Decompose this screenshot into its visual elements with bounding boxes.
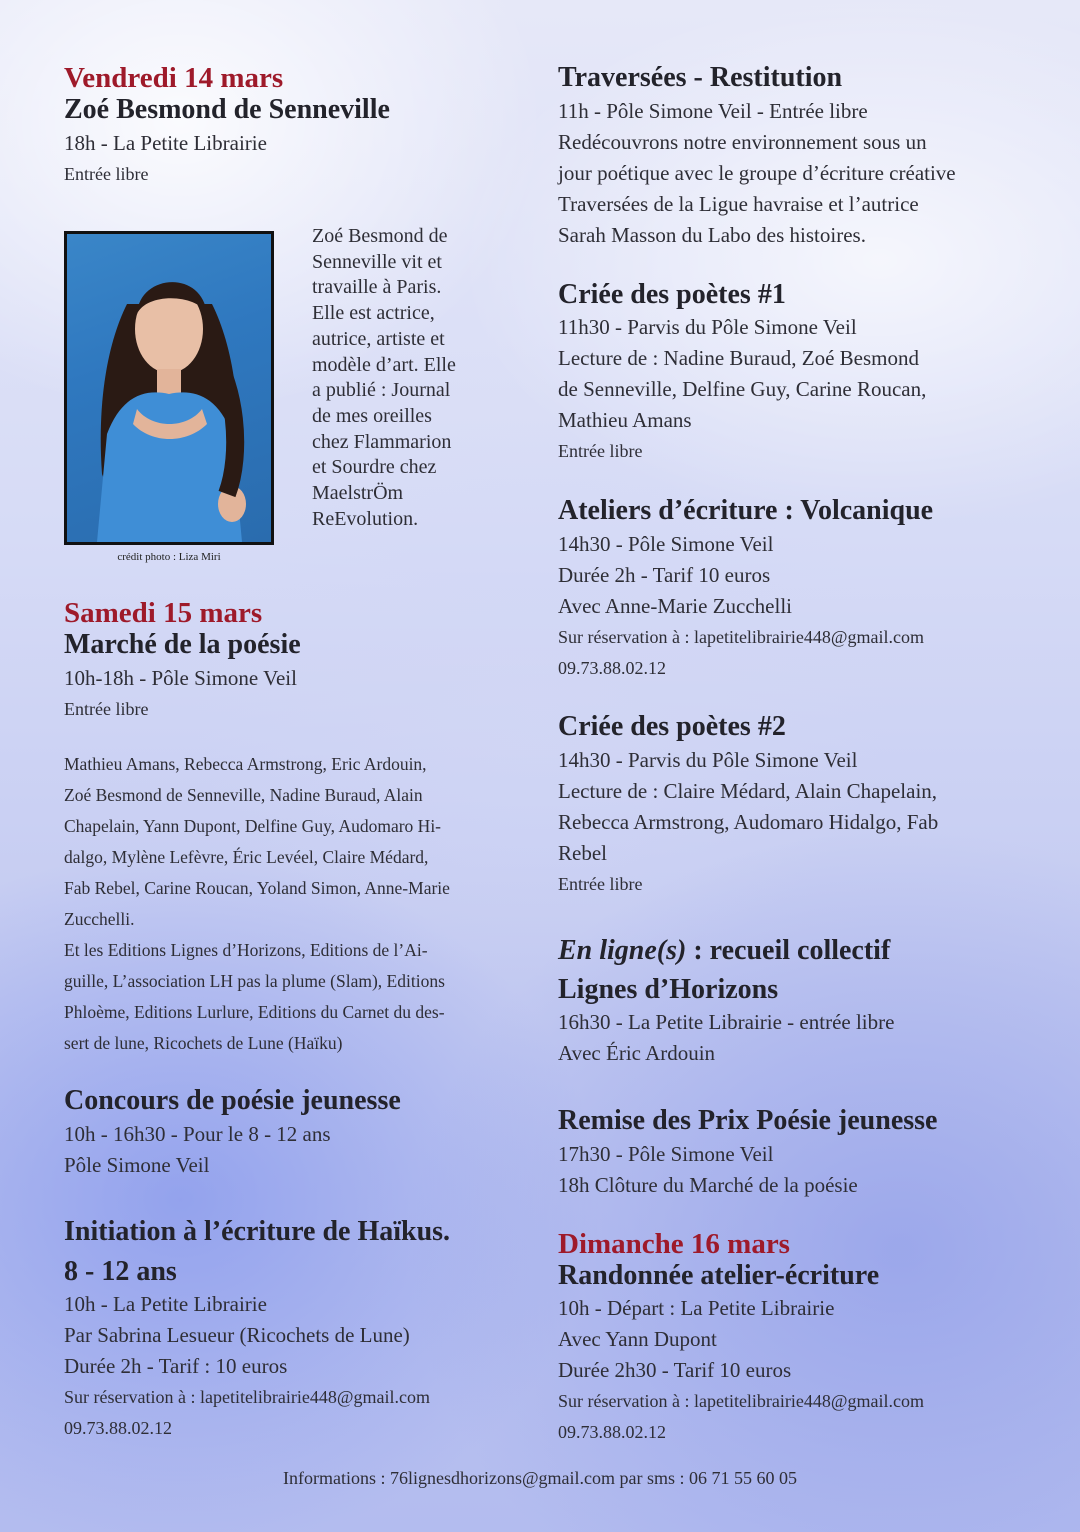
- bio-line: Zoé Besmond de: [312, 225, 448, 247]
- participants-line: Phloème, Editions Lurlure, Editions du Carnet du des-: [64, 1002, 445, 1022]
- bio-line: Senneville vit et: [312, 250, 442, 273]
- remise-title: Remise des Prix Poésie jeunesse: [558, 1105, 938, 1136]
- bio-line: travaille à Paris.: [312, 276, 442, 299]
- enligne-title-rest: : recueil collectif: [686, 935, 891, 966]
- sunday-phone: 09.73.88.02.12: [558, 1422, 666, 1442]
- friday-entry: Entrée libre: [64, 164, 149, 184]
- criee2-entry: Entrée libre: [558, 874, 643, 894]
- readers-line: Lecture de : Nadine Buraud, Zoé Besmond: [558, 346, 919, 370]
- friday-bio: [312, 224, 512, 532]
- readers-line: Mathieu Amans: [558, 408, 692, 432]
- participants-line: Mathieu Amans, Rebecca Armstrong, Eric Ardouin,: [64, 754, 427, 774]
- criee1-entry: Entrée libre: [558, 441, 643, 461]
- sunday-title: Randonnée atelier-écriture: [558, 1260, 880, 1291]
- participants-line: guille, L’association LH pas la plume (Slam), Editions: [64, 971, 445, 991]
- bio-line: chez Flammarion: [312, 430, 452, 453]
- bio-line: et Sourdre chez: [312, 456, 437, 479]
- marche-time-place: 10h-18h - Pôle Simone Veil: [64, 666, 297, 690]
- participants-line: dalgo, Mylène Lefèvre, Éric Levéel, Claire Médard,: [64, 847, 429, 867]
- participants-line: Et les Editions Lignes d’Horizons, Editions de l’Ai-: [64, 940, 428, 960]
- friday-date: Vendredi 14 mars: [64, 62, 284, 94]
- sunday-date: Dimanche 16 mars: [558, 1228, 790, 1260]
- sunday-host: Avec Yann Dupont: [558, 1327, 717, 1351]
- sunday-price: Durée 2h30 - Tarif 10 euros: [558, 1358, 792, 1382]
- haiku-title: Initiation à l’écriture de Haïkus.: [64, 1216, 451, 1247]
- haiku-phone: 09.73.88.02.12: [64, 1418, 172, 1438]
- criee1-title: Criée des poètes #1: [558, 279, 786, 310]
- criee2-title: Criée des poètes #2: [558, 711, 786, 742]
- criee1-time-place: 11h30 - Parvis du Pôle Simone Veil: [558, 315, 857, 339]
- footer-contact: Informations : 76lignesdhorizons@gmail.com par sms : 06 71 55 60 05: [282, 1468, 798, 1488]
- remise-time-place: 17h30 - Pôle Simone Veil: [558, 1142, 774, 1166]
- ateliers-title: Ateliers d’écriture : Volcanique: [558, 495, 934, 526]
- participants-line: Zucchelli.: [64, 909, 135, 929]
- ateliers-price: Durée 2h - Tarif 10 euros: [558, 563, 771, 587]
- traversees-description: [558, 127, 956, 251]
- remise-closing: 18h Clôture du Marché de la poésie: [558, 1173, 858, 1197]
- ateliers-time-place: 14h30 - Pôle Simone Veil: [558, 532, 774, 556]
- readers-line: Lecture de : Claire Médard, Alain Chapelain,: [558, 779, 938, 803]
- description-line: Sarah Masson du Labo des histoires.: [558, 223, 866, 247]
- criee2-time-place: 14h30 - Parvis du Pôle Simone Veil: [558, 748, 858, 772]
- enligne-subtitle: Lignes d’Horizons: [558, 974, 779, 1005]
- bio-line: autrice, artiste et: [312, 327, 445, 350]
- enligne-title-italic: En ligne(s): [558, 935, 687, 966]
- participants-line: Zoé Besmond de Senneville, Nadine Buraud, Alain: [64, 785, 423, 805]
- saturday-date: Samedi 15 mars: [64, 597, 263, 629]
- bio-line: MaelstrÖm: [312, 482, 404, 505]
- concours-title: Concours de poésie jeunesse: [64, 1085, 401, 1116]
- ateliers-phone: 09.73.88.02.12: [558, 658, 666, 678]
- haiku-host: Par Sabrina Lesueur (Ricochets de Lune): [64, 1323, 410, 1347]
- traversees-title: Traversées - Restitution: [558, 62, 843, 93]
- concours-line: 10h - 16h30 - Pour le 8 - 12 ans: [64, 1122, 331, 1146]
- ateliers-host: Avec Anne-Marie Zucchelli: [558, 594, 793, 618]
- enligne-host: Avec Éric Ardouin: [558, 1041, 716, 1065]
- criee2-readers: [558, 776, 938, 869]
- marche-participants: [64, 749, 520, 1059]
- readers-line: Rebecca Armstrong, Audomaro Hidalgo, Fab: [558, 810, 939, 834]
- bio-line: modèle d’art. Elle: [312, 353, 456, 376]
- bio-line: ReEvolution.: [312, 507, 419, 530]
- sunday-time-place: 10h - Départ : La Petite Librairie: [558, 1296, 835, 1320]
- bio-line: a publié : Journal: [312, 379, 451, 402]
- readers-line: de Senneville, Delfine Guy, Carine Roucan,: [558, 377, 927, 401]
- concours-place: Pôle Simone Veil: [64, 1153, 210, 1177]
- bio-line: Elle est actrice,: [312, 302, 435, 325]
- participants-line: Chapelain, Yann Dupont, Delfine Guy, Audomaro Hi-: [64, 816, 442, 836]
- photo-credit: crédit photo : Liza Miri: [117, 551, 221, 563]
- bio-line: de mes oreilles: [312, 404, 432, 427]
- criee1-readers: [558, 343, 926, 436]
- participants-line: Fab Rebel, Carine Roucan, Yoland Simon, Anne-Marie: [64, 878, 450, 898]
- sunday-reservation: Sur réservation à : lapetitelibrairie448@gmail.com: [558, 1391, 924, 1411]
- marche-entry: Entrée libre: [64, 699, 149, 719]
- friday-time-place: 18h - La Petite Librairie: [64, 131, 267, 155]
- enligne-time-place: 16h30 - La Petite Librairie - entrée libre: [558, 1010, 895, 1034]
- enligne-title: [558, 934, 890, 968]
- description-line: Redécouvrons notre environnement sous un: [558, 130, 927, 154]
- marche-title: Marché de la poésie: [64, 629, 301, 660]
- participants-line: sert de lune, Ricochets de Lune (Haïku): [64, 1033, 343, 1053]
- description-line: jour poétique avec le groupe d’écriture créative: [558, 161, 956, 185]
- traversees-time-place: 11h - Pôle Simone Veil - Entrée libre: [558, 99, 868, 123]
- description-line: Traversées de la Ligue havraise et l’autrice: [558, 192, 919, 216]
- friday-event-title: Zoé Besmond de Senneville: [64, 94, 390, 125]
- haiku-reservation: Sur réservation à : lapetitelibrairie448@gmail.com: [64, 1387, 430, 1407]
- haiku-age: 8 - 12 ans: [64, 1256, 177, 1287]
- portrait-illustration: [67, 234, 271, 542]
- haiku-time-place: 10h - La Petite Librairie: [64, 1292, 267, 1316]
- ateliers-reservation: Sur réservation à : lapetitelibrairie448@gmail.com: [558, 627, 924, 647]
- author-photo: [64, 231, 274, 545]
- haiku-price: Durée 2h - Tarif : 10 euros: [64, 1354, 288, 1378]
- readers-line: Rebel: [558, 841, 607, 865]
